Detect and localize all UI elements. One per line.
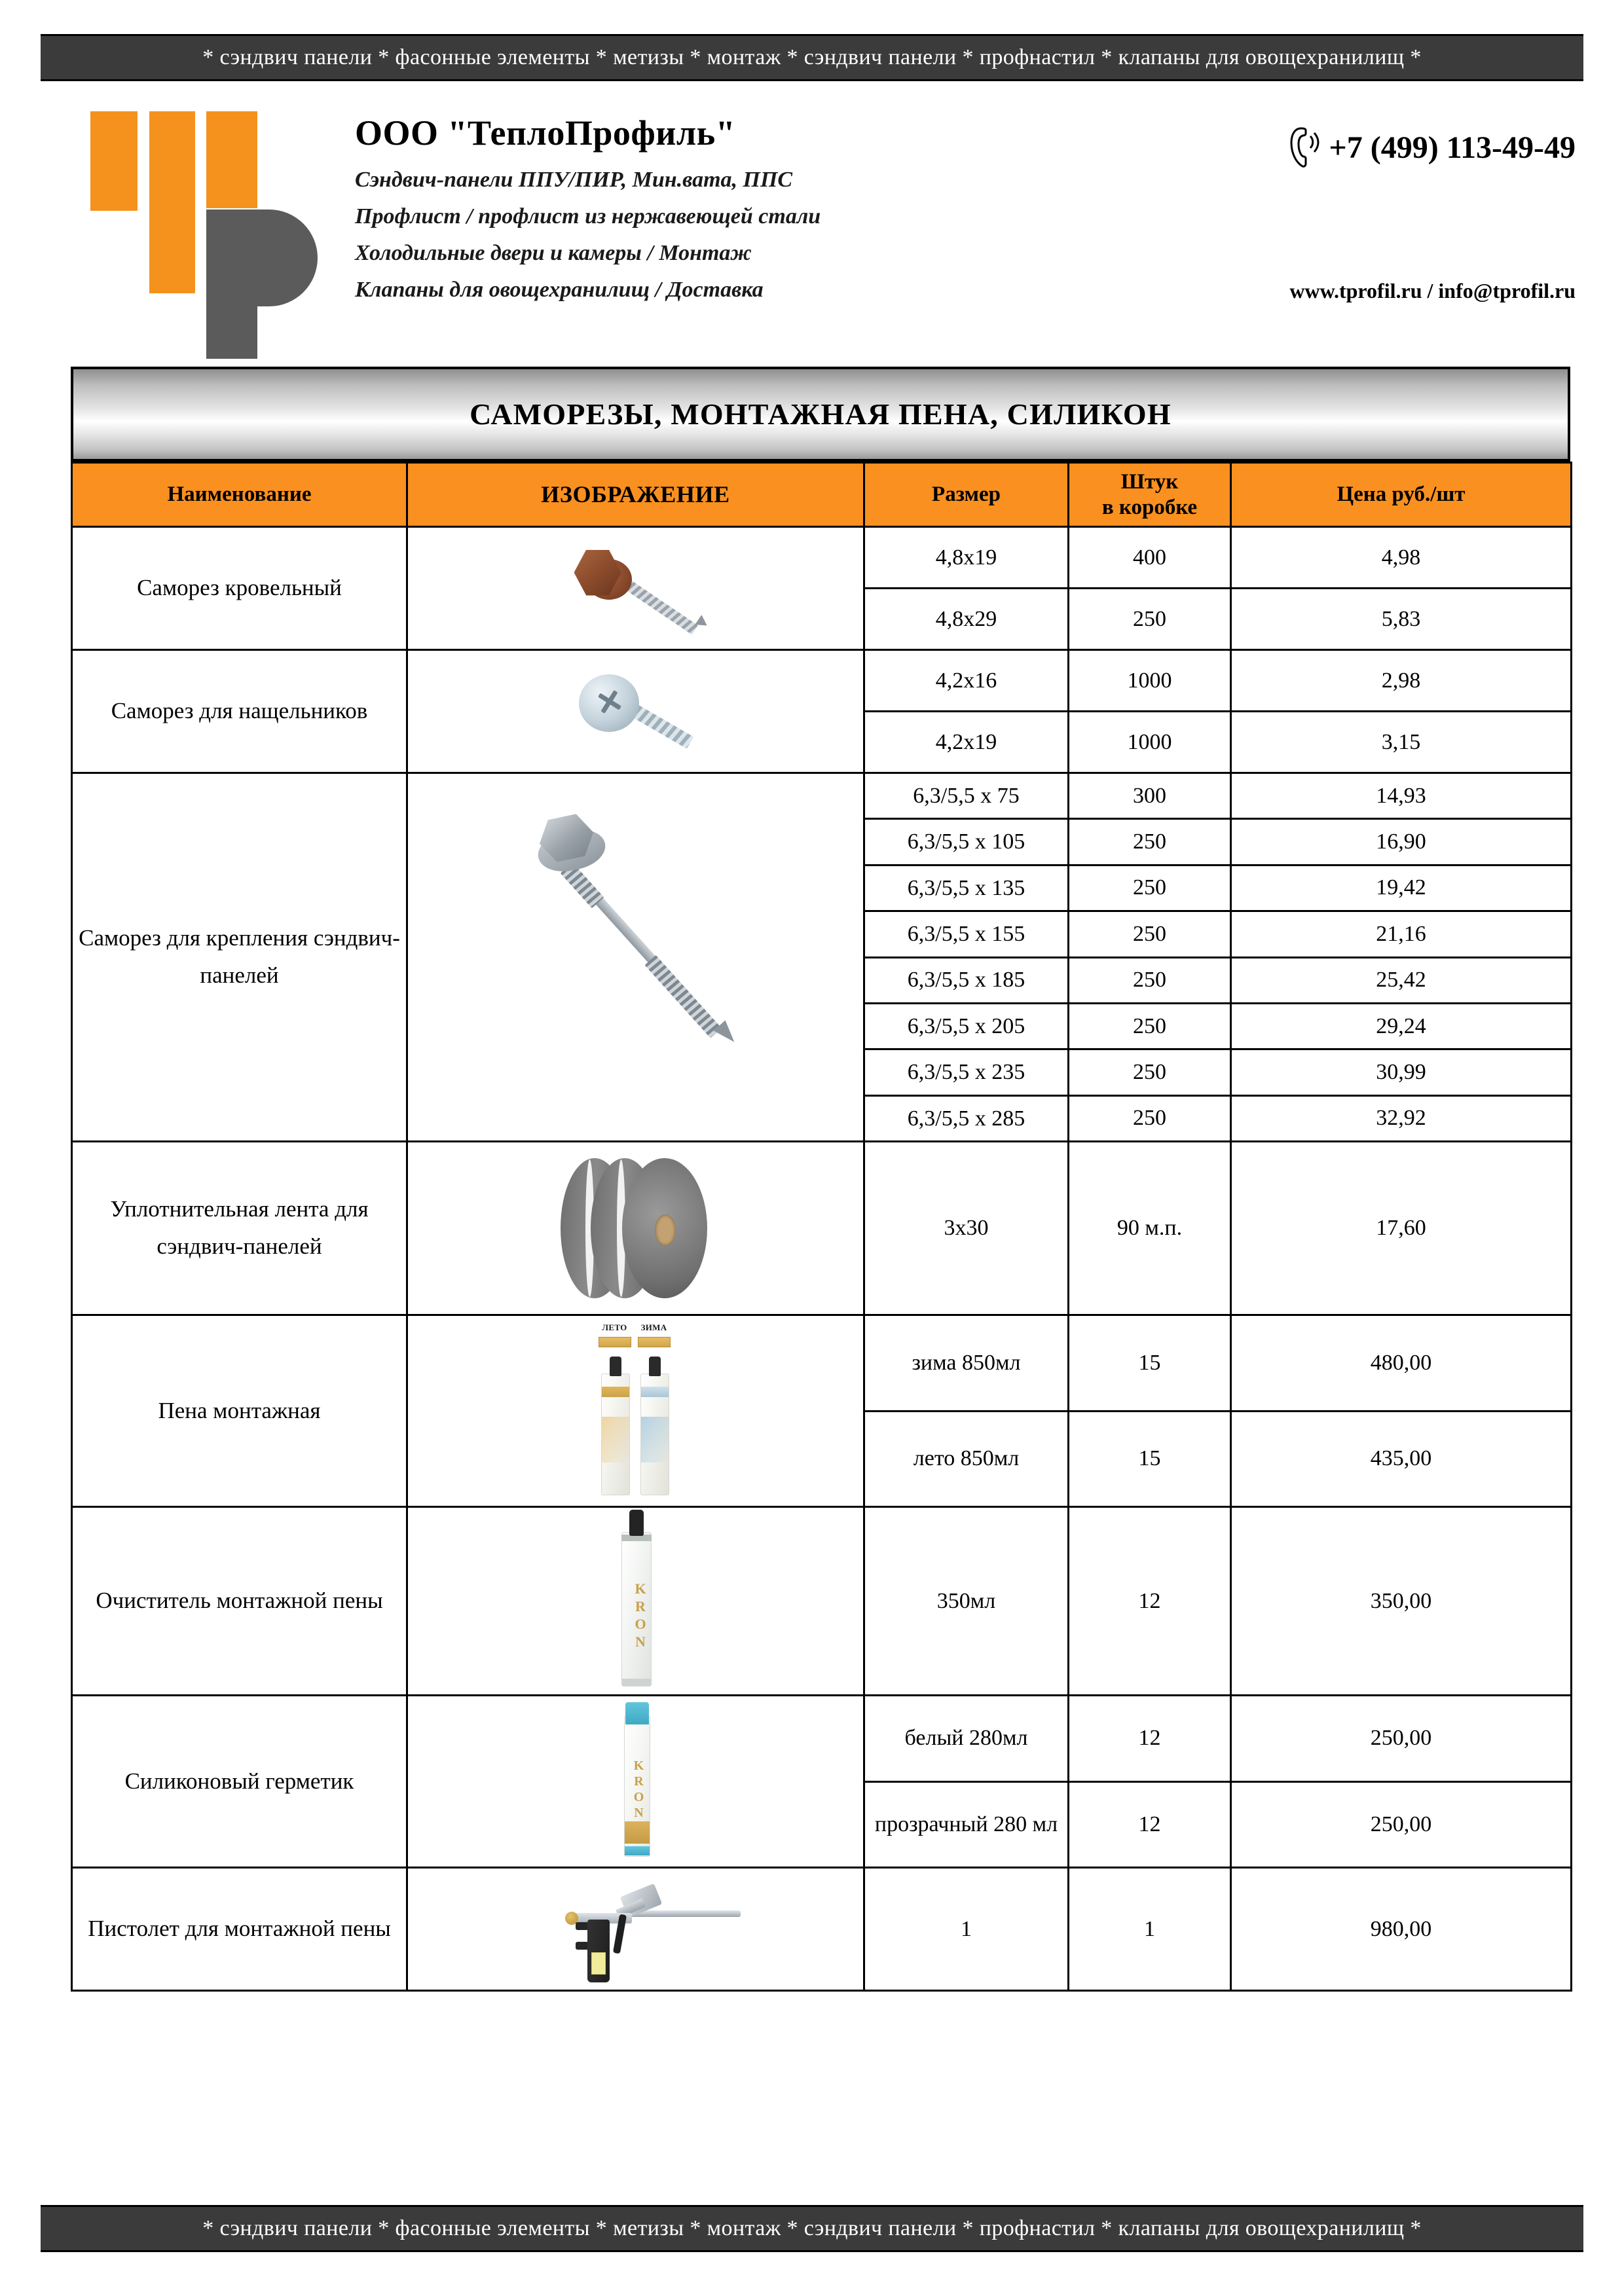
- variant-price: 17,60: [1231, 1142, 1572, 1315]
- contact-block: [1078, 111, 1576, 303]
- variant-price: 19,42: [1231, 865, 1572, 911]
- variant-price: 435,00: [1231, 1411, 1572, 1507]
- variant-size: 6,3/5,5 х 285: [864, 1095, 1069, 1141]
- table-row: [72, 1696, 1572, 1782]
- company-name: ООО "ТеплоПрофиль": [355, 113, 736, 153]
- variant-qty: 1000: [1069, 712, 1231, 773]
- variant-size: 6,3/5,5 х 75: [864, 773, 1069, 819]
- price-table: [71, 462, 1572, 1992]
- product-name: Уплотнительная лента для сэндвич-панелей: [72, 1142, 407, 1315]
- website-email[interactable]: www.tprofil.ru / info@tprofil.ru: [1289, 279, 1576, 302]
- page-title-text: САМОРЕЗЫ, МОНТАЖНАЯ ПЕНА, СИЛИКОН: [470, 397, 1172, 431]
- company-info: [355, 113, 1108, 314]
- variant-qty: 250: [1069, 911, 1231, 957]
- variant-qty: 250: [1069, 1049, 1231, 1095]
- variant-price: 980,00: [1231, 1868, 1572, 1991]
- company-tagline-2: Профлист / профлист из нержавеющей стали: [355, 204, 821, 228]
- bottom-marquee-banner: [41, 2205, 1583, 2252]
- product-name: Саморез кровельный: [72, 527, 407, 650]
- table-row: [72, 1868, 1572, 1991]
- product-name: Силиконовый герметик: [72, 1696, 407, 1868]
- variant-qty: 1000: [1069, 650, 1231, 712]
- variant-qty: 400: [1069, 527, 1231, 589]
- product-name: Саморез для нащельников: [72, 650, 407, 773]
- product-image-foam-cans: [407, 1315, 864, 1507]
- variant-size: 4,2х19: [864, 712, 1069, 773]
- variant-size: лето 850мл: [864, 1411, 1069, 1507]
- variant-size: 6,3/5,5 х 135: [864, 865, 1069, 911]
- header-size: Размер: [864, 463, 1069, 527]
- variant-price: 350,00: [1231, 1507, 1572, 1696]
- variant-price: 480,00: [1231, 1315, 1572, 1412]
- variant-size: 3х30: [864, 1142, 1069, 1315]
- variant-price: 30,99: [1231, 1049, 1572, 1095]
- variant-size: 4,8х19: [864, 527, 1069, 589]
- variant-size: 4,2х16: [864, 650, 1069, 712]
- variant-price: 14,93: [1231, 773, 1572, 819]
- company-logo-icon: [85, 105, 321, 301]
- table-header-row: [72, 463, 1572, 527]
- header-price: Цена руб./шт: [1231, 463, 1572, 527]
- page-title: [71, 367, 1570, 462]
- variant-qty: 300: [1069, 773, 1231, 819]
- header-name: Наименование: [72, 463, 407, 527]
- table-row: [72, 1315, 1572, 1412]
- variant-qty: 250: [1069, 1095, 1231, 1141]
- variant-size: 6,3/5,5 х 205: [864, 1003, 1069, 1049]
- variant-size: 6,3/5,5 х 235: [864, 1049, 1069, 1095]
- variant-qty: 1: [1069, 1868, 1231, 1991]
- bottom-banner-text: * сэндвич панели * фасонные элементы * метизы * монтаж * сэндвич панели * профнастил * клапаны для овощехранилищ *: [202, 2216, 1422, 2240]
- variant-price: 4,98: [1231, 527, 1572, 589]
- phone-number[interactable]: +7 (499) 113-49-49: [1329, 130, 1576, 165]
- table-row: [72, 527, 1572, 589]
- table-row: [72, 1142, 1572, 1315]
- variant-qty: 15: [1069, 1315, 1231, 1412]
- product-name: Пена монтажная: [72, 1315, 407, 1507]
- product-image-foam-cleaner-can: [407, 1507, 864, 1696]
- variant-size: прозрачный 280 мл: [864, 1781, 1069, 1868]
- variant-size: 6,3/5,5 х 105: [864, 819, 1069, 865]
- company-tagline-3: Холодильные двери и камеры / Монтаж: [355, 241, 752, 265]
- product-image-silicone-tube: [407, 1696, 864, 1868]
- variant-size: 6,3/5,5 х 155: [864, 911, 1069, 957]
- header-image: ИЗОБРАЖЕНИЕ: [407, 463, 864, 527]
- variant-size: зима 850мл: [864, 1315, 1069, 1412]
- variant-price: 250,00: [1231, 1781, 1572, 1868]
- variant-size: белый 280мл: [864, 1696, 1069, 1782]
- variant-qty: 12: [1069, 1781, 1231, 1868]
- table-row: [72, 773, 1572, 819]
- variant-qty: 12: [1069, 1507, 1231, 1696]
- variant-qty: 250: [1069, 1003, 1231, 1049]
- product-name: Очиститель монтажной пены: [72, 1507, 407, 1696]
- foam-can-summer-label: ЛЕТО: [602, 1322, 627, 1332]
- company-tagline-1: Сэндвич-панели ППУ/ПИР, Мин.вата, ППС: [355, 168, 793, 192]
- variant-size: 6,3/5,5 х 185: [864, 957, 1069, 1003]
- cleaner-brand-label: KRON: [632, 1580, 649, 1651]
- variant-price: 29,24: [1231, 1003, 1572, 1049]
- variant-size: 1: [864, 1868, 1069, 1991]
- variant-size: 4,8х29: [864, 589, 1069, 650]
- variant-price: 250,00: [1231, 1696, 1572, 1782]
- variant-price: 25,42: [1231, 957, 1572, 1003]
- header-qty-line1: Штук: [1120, 469, 1179, 494]
- variant-qty: 12: [1069, 1696, 1231, 1782]
- header-qty-line2: в коробке: [1101, 495, 1198, 519]
- silicone-brand-label: KRON: [631, 1758, 646, 1821]
- header-qty: [1069, 463, 1231, 527]
- variant-size: 350мл: [864, 1507, 1069, 1696]
- variant-qty: 250: [1069, 865, 1231, 911]
- variant-price: 21,16: [1231, 911, 1572, 957]
- variant-price: 5,83: [1231, 589, 1572, 650]
- product-name: Пистолет для монтажной пены: [72, 1868, 407, 1991]
- masthead: [41, 98, 1583, 347]
- variant-qty: 250: [1069, 957, 1231, 1003]
- product-image-foam-gun: [407, 1868, 864, 1991]
- variant-qty: 250: [1069, 589, 1231, 650]
- table-row: [72, 1507, 1572, 1696]
- table-row: [72, 650, 1572, 712]
- company-tagline-4: Клапаны для овощехранилищ / Доставка: [355, 278, 764, 302]
- top-marquee-banner: [41, 34, 1583, 81]
- top-banner-text: * сэндвич панели * фасонные элементы * метизы * монтаж * сэндвич панели * профнастил * клапаны для овощехранилищ *: [202, 45, 1422, 69]
- phone-icon: [1287, 126, 1325, 169]
- variant-price: 16,90: [1231, 819, 1572, 865]
- foam-can-winter-label: ЗИМА: [640, 1322, 667, 1332]
- product-name: Саморез для крепления сэндвич-панелей: [72, 773, 407, 1142]
- product-image-sandwich-panel-screw: [407, 773, 864, 1142]
- product-image-nashchelnik-screw: [407, 650, 864, 773]
- variant-qty: 15: [1069, 1411, 1231, 1507]
- variant-qty: 90 м.п.: [1069, 1142, 1231, 1315]
- product-image-sealing-tape-roll: [407, 1142, 864, 1315]
- product-image-roofing-screw: [407, 527, 864, 650]
- variant-price: 32,92: [1231, 1095, 1572, 1141]
- variant-price: 3,15: [1231, 712, 1572, 773]
- variant-qty: 250: [1069, 819, 1231, 865]
- variant-price: 2,98: [1231, 650, 1572, 712]
